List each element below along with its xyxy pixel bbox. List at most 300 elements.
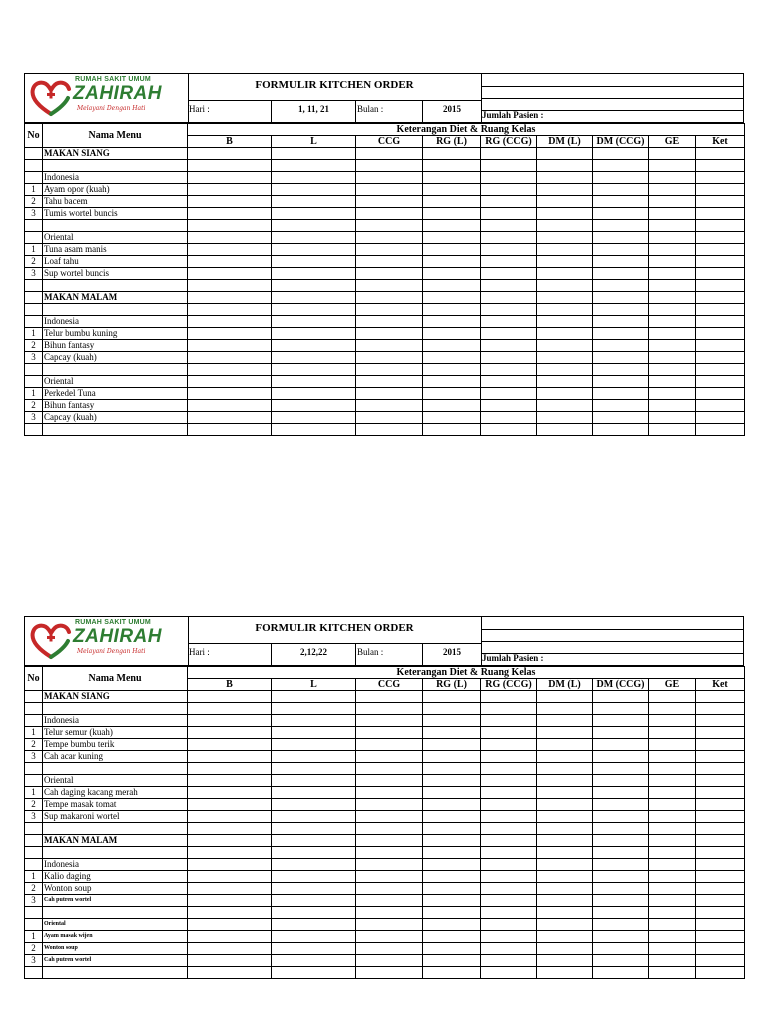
diet-cell[interactable] [649,931,696,943]
diet-cell[interactable] [272,148,356,160]
diet-cell[interactable] [481,691,537,703]
diet-cell[interactable] [649,184,696,196]
diet-cell[interactable] [593,196,649,208]
diet-cell[interactable] [188,148,272,160]
diet-cell[interactable] [696,208,745,220]
diet-cell[interactable] [649,220,696,232]
diet-cell[interactable] [481,196,537,208]
diet-cell[interactable] [423,823,481,835]
diet-cell[interactable] [356,232,423,244]
diet-cell[interactable] [593,244,649,256]
diet-cell[interactable] [356,160,423,172]
diet-cell[interactable] [481,172,537,184]
diet-cell[interactable] [593,787,649,799]
diet-cell[interactable] [696,292,745,304]
diet-cell[interactable] [649,328,696,340]
diet-cell[interactable] [356,907,423,919]
diet-cell[interactable] [423,895,481,907]
diet-cell[interactable] [356,184,423,196]
diet-cell[interactable] [696,220,745,232]
diet-cell[interactable] [356,280,423,292]
diet-cell[interactable] [423,376,481,388]
diet-cell[interactable] [272,412,356,424]
diet-cell[interactable] [272,859,356,871]
diet-cell[interactable] [649,787,696,799]
diet-cell[interactable] [272,799,356,811]
diet-cell[interactable] [356,196,423,208]
diet-cell[interactable] [537,883,593,895]
diet-cell[interactable] [188,328,272,340]
diet-cell[interactable] [188,727,272,739]
diet-cell[interactable] [593,232,649,244]
diet-cell[interactable] [356,967,423,979]
diet-cell[interactable] [356,775,423,787]
diet-cell[interactable] [188,799,272,811]
diet-cell[interactable] [649,340,696,352]
diet-cell[interactable] [423,268,481,280]
diet-cell[interactable] [272,703,356,715]
diet-cell[interactable] [593,256,649,268]
diet-cell[interactable] [696,400,745,412]
diet-cell[interactable] [696,412,745,424]
diet-cell[interactable] [356,388,423,400]
diet-cell[interactable] [272,328,356,340]
diet-cell[interactable] [423,364,481,376]
diet-cell[interactable] [481,352,537,364]
diet-cell[interactable] [356,871,423,883]
diet-cell[interactable] [356,895,423,907]
diet-cell[interactable] [188,184,272,196]
diet-cell[interactable] [423,955,481,967]
diet-cell[interactable] [272,160,356,172]
diet-cell[interactable] [696,739,745,751]
diet-cell[interactable] [188,835,272,847]
diet-cell[interactable] [356,823,423,835]
diet-cell[interactable] [272,919,356,931]
diet-cell[interactable] [356,751,423,763]
diet-cell[interactable] [593,400,649,412]
diet-cell[interactable] [423,244,481,256]
diet-cell[interactable] [188,703,272,715]
diet-cell[interactable] [356,883,423,895]
diet-cell[interactable] [188,256,272,268]
diet-cell[interactable] [649,196,696,208]
diet-cell[interactable] [593,727,649,739]
diet-cell[interactable] [537,787,593,799]
diet-cell[interactable] [423,919,481,931]
diet-cell[interactable] [649,172,696,184]
diet-cell[interactable] [649,739,696,751]
diet-cell[interactable] [188,691,272,703]
diet-cell[interactable] [188,196,272,208]
diet-cell[interactable] [188,208,272,220]
diet-cell[interactable] [272,691,356,703]
diet-cell[interactable] [423,715,481,727]
diet-cell[interactable] [537,847,593,859]
diet-cell[interactable] [537,412,593,424]
diet-cell[interactable] [537,304,593,316]
diet-cell[interactable] [696,751,745,763]
diet-cell[interactable] [423,787,481,799]
diet-cell[interactable] [272,931,356,943]
diet-cell[interactable] [272,955,356,967]
diet-cell[interactable] [356,208,423,220]
diet-cell[interactable] [593,919,649,931]
diet-cell[interactable] [593,895,649,907]
diet-cell[interactable] [649,316,696,328]
diet-cell[interactable] [593,184,649,196]
diet-cell[interactable] [356,787,423,799]
diet-cell[interactable] [423,196,481,208]
diet-cell[interactable] [649,859,696,871]
diet-cell[interactable] [423,967,481,979]
diet-cell[interactable] [423,883,481,895]
diet-cell[interactable] [356,400,423,412]
diet-cell[interactable] [649,967,696,979]
diet-cell[interactable] [649,799,696,811]
diet-cell[interactable] [423,412,481,424]
diet-cell[interactable] [696,787,745,799]
diet-cell[interactable] [272,172,356,184]
diet-cell[interactable] [593,424,649,436]
diet-cell[interactable] [188,859,272,871]
diet-cell[interactable] [593,268,649,280]
diet-cell[interactable] [649,292,696,304]
diet-cell[interactable] [356,412,423,424]
diet-cell[interactable] [593,172,649,184]
diet-cell[interactable] [272,787,356,799]
diet-cell[interactable] [649,955,696,967]
diet-cell[interactable] [649,232,696,244]
diet-cell[interactable] [188,871,272,883]
diet-cell[interactable] [593,739,649,751]
diet-cell[interactable] [537,691,593,703]
diet-cell[interactable] [481,280,537,292]
diet-cell[interactable] [593,859,649,871]
diet-cell[interactable] [481,148,537,160]
diet-cell[interactable] [272,196,356,208]
diet-cell[interactable] [537,919,593,931]
diet-cell[interactable] [649,424,696,436]
diet-cell[interactable] [537,244,593,256]
diet-cell[interactable] [356,943,423,955]
diet-cell[interactable] [423,811,481,823]
diet-cell[interactable] [356,328,423,340]
diet-cell[interactable] [356,376,423,388]
diet-cell[interactable] [696,160,745,172]
diet-cell[interactable] [481,340,537,352]
diet-cell[interactable] [649,703,696,715]
diet-cell[interactable] [696,847,745,859]
diet-cell[interactable] [188,304,272,316]
diet-cell[interactable] [696,376,745,388]
diet-cell[interactable] [537,823,593,835]
diet-cell[interactable] [188,907,272,919]
diet-cell[interactable] [537,907,593,919]
diet-cell[interactable] [481,919,537,931]
diet-cell[interactable] [481,304,537,316]
diet-cell[interactable] [356,715,423,727]
diet-cell[interactable] [649,208,696,220]
diet-cell[interactable] [481,208,537,220]
diet-cell[interactable] [593,823,649,835]
diet-cell[interactable] [649,835,696,847]
diet-cell[interactable] [188,172,272,184]
diet-cell[interactable] [696,316,745,328]
diet-cell[interactable] [188,823,272,835]
diet-cell[interactable] [272,220,356,232]
diet-cell[interactable] [356,148,423,160]
diet-cell[interactable] [272,751,356,763]
diet-cell[interactable] [272,835,356,847]
diet-cell[interactable] [537,859,593,871]
diet-cell[interactable] [481,955,537,967]
diet-cell[interactable] [423,739,481,751]
diet-cell[interactable] [356,835,423,847]
diet-cell[interactable] [696,196,745,208]
diet-cell[interactable] [272,304,356,316]
diet-cell[interactable] [188,943,272,955]
diet-cell[interactable] [649,763,696,775]
diet-cell[interactable] [356,424,423,436]
diet-cell[interactable] [272,364,356,376]
diet-cell[interactable] [423,727,481,739]
diet-cell[interactable] [356,811,423,823]
diet-cell[interactable] [356,268,423,280]
diet-cell[interactable] [537,799,593,811]
diet-cell[interactable] [696,967,745,979]
diet-cell[interactable] [272,268,356,280]
diet-cell[interactable] [593,955,649,967]
diet-cell[interactable] [272,727,356,739]
diet-cell[interactable] [537,955,593,967]
diet-cell[interactable] [481,787,537,799]
diet-cell[interactable] [481,763,537,775]
diet-cell[interactable] [481,883,537,895]
diet-cell[interactable] [481,907,537,919]
diet-cell[interactable] [649,775,696,787]
diet-cell[interactable] [537,268,593,280]
diet-cell[interactable] [649,847,696,859]
diet-cell[interactable] [537,256,593,268]
diet-cell[interactable] [537,196,593,208]
diet-cell[interactable] [593,835,649,847]
diet-cell[interactable] [423,280,481,292]
diet-cell[interactable] [593,907,649,919]
diet-cell[interactable] [537,328,593,340]
diet-cell[interactable] [537,364,593,376]
diet-cell[interactable] [537,967,593,979]
diet-cell[interactable] [593,751,649,763]
diet-cell[interactable] [649,148,696,160]
diet-cell[interactable] [272,847,356,859]
diet-cell[interactable] [696,907,745,919]
diet-cell[interactable] [696,883,745,895]
diet-cell[interactable] [188,424,272,436]
diet-cell[interactable] [423,907,481,919]
diet-cell[interactable] [593,148,649,160]
diet-cell[interactable] [481,715,537,727]
diet-cell[interactable] [188,316,272,328]
diet-cell[interactable] [593,352,649,364]
diet-cell[interactable] [537,727,593,739]
diet-cell[interactable] [272,823,356,835]
diet-cell[interactable] [423,775,481,787]
diet-cell[interactable] [481,388,537,400]
diet-cell[interactable] [188,352,272,364]
diet-cell[interactable] [649,727,696,739]
diet-cell[interactable] [481,931,537,943]
diet-cell[interactable] [481,412,537,424]
diet-cell[interactable] [481,943,537,955]
diet-cell[interactable] [696,328,745,340]
diet-cell[interactable] [481,292,537,304]
diet-cell[interactable] [649,691,696,703]
diet-cell[interactable] [423,763,481,775]
diet-cell[interactable] [423,388,481,400]
diet-cell[interactable] [272,184,356,196]
diet-cell[interactable] [188,763,272,775]
diet-cell[interactable] [537,220,593,232]
diet-cell[interactable] [356,703,423,715]
diet-cell[interactable] [537,184,593,196]
diet-cell[interactable] [356,256,423,268]
diet-cell[interactable] [649,304,696,316]
diet-cell[interactable] [423,751,481,763]
diet-cell[interactable] [537,751,593,763]
diet-cell[interactable] [356,739,423,751]
diet-cell[interactable] [272,811,356,823]
diet-cell[interactable] [696,340,745,352]
diet-cell[interactable] [188,715,272,727]
diet-cell[interactable] [272,256,356,268]
diet-cell[interactable] [188,160,272,172]
diet-cell[interactable] [537,811,593,823]
diet-cell[interactable] [188,388,272,400]
diet-cell[interactable] [272,943,356,955]
diet-cell[interactable] [423,691,481,703]
diet-cell[interactable] [696,703,745,715]
diet-cell[interactable] [696,895,745,907]
diet-cell[interactable] [188,400,272,412]
diet-cell[interactable] [537,775,593,787]
diet-cell[interactable] [696,811,745,823]
diet-cell[interactable] [481,859,537,871]
diet-cell[interactable] [696,352,745,364]
diet-cell[interactable] [593,364,649,376]
diet-cell[interactable] [188,376,272,388]
diet-cell[interactable] [537,172,593,184]
diet-cell[interactable] [356,763,423,775]
diet-cell[interactable] [696,943,745,955]
diet-cell[interactable] [423,847,481,859]
diet-cell[interactable] [188,811,272,823]
diet-cell[interactable] [356,847,423,859]
diet-cell[interactable] [272,883,356,895]
diet-cell[interactable] [481,775,537,787]
diet-cell[interactable] [696,775,745,787]
diet-cell[interactable] [537,208,593,220]
diet-cell[interactable] [481,316,537,328]
diet-cell[interactable] [188,919,272,931]
diet-cell[interactable] [272,400,356,412]
diet-cell[interactable] [423,799,481,811]
diet-cell[interactable] [696,799,745,811]
diet-cell[interactable] [593,775,649,787]
diet-cell[interactable] [423,172,481,184]
diet-cell[interactable] [696,256,745,268]
diet-cell[interactable] [481,751,537,763]
diet-cell[interactable] [423,931,481,943]
diet-cell[interactable] [593,943,649,955]
diet-cell[interactable] [537,352,593,364]
diet-cell[interactable] [481,232,537,244]
diet-cell[interactable] [272,340,356,352]
diet-cell[interactable] [423,184,481,196]
diet-cell[interactable] [649,919,696,931]
diet-cell[interactable] [593,328,649,340]
diet-cell[interactable] [481,424,537,436]
diet-cell[interactable] [272,388,356,400]
diet-cell[interactable] [188,775,272,787]
diet-cell[interactable] [188,364,272,376]
diet-cell[interactable] [481,739,537,751]
diet-cell[interactable] [481,328,537,340]
diet-cell[interactable] [423,943,481,955]
diet-cell[interactable] [272,376,356,388]
diet-cell[interactable] [537,232,593,244]
diet-cell[interactable] [481,823,537,835]
diet-cell[interactable] [356,727,423,739]
diet-cell[interactable] [188,244,272,256]
diet-cell[interactable] [481,256,537,268]
diet-cell[interactable] [537,160,593,172]
diet-cell[interactable] [272,280,356,292]
diet-cell[interactable] [649,823,696,835]
diet-cell[interactable] [696,955,745,967]
diet-cell[interactable] [423,871,481,883]
diet-cell[interactable] [649,883,696,895]
diet-cell[interactable] [593,208,649,220]
diet-cell[interactable] [481,703,537,715]
diet-cell[interactable] [423,835,481,847]
diet-cell[interactable] [696,823,745,835]
diet-cell[interactable] [423,352,481,364]
diet-cell[interactable] [696,304,745,316]
diet-cell[interactable] [649,943,696,955]
diet-cell[interactable] [423,148,481,160]
diet-cell[interactable] [696,184,745,196]
diet-cell[interactable] [593,220,649,232]
diet-cell[interactable] [537,280,593,292]
diet-cell[interactable] [649,376,696,388]
diet-cell[interactable] [356,172,423,184]
diet-cell[interactable] [696,364,745,376]
diet-cell[interactable] [272,967,356,979]
diet-cell[interactable] [537,424,593,436]
diet-cell[interactable] [272,739,356,751]
diet-cell[interactable] [481,376,537,388]
diet-cell[interactable] [593,280,649,292]
diet-cell[interactable] [188,340,272,352]
diet-cell[interactable] [188,787,272,799]
diet-cell[interactable] [593,763,649,775]
diet-cell[interactable] [423,328,481,340]
diet-cell[interactable] [272,871,356,883]
diet-cell[interactable] [696,148,745,160]
diet-cell[interactable] [356,292,423,304]
diet-cell[interactable] [593,811,649,823]
